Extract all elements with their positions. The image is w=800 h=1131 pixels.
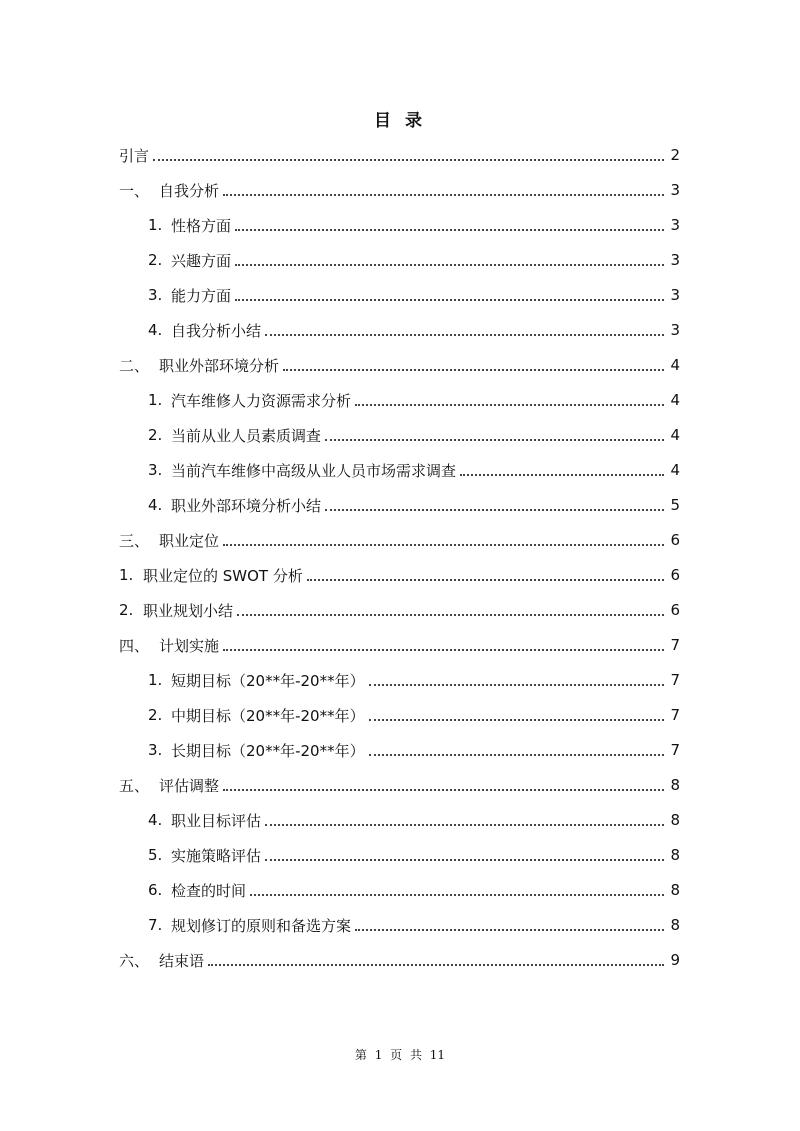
toc-entry-number: 3. xyxy=(148,286,163,304)
dot-leader xyxy=(355,404,664,406)
toc-entry-number: 4. xyxy=(148,321,163,339)
toc-entry[interactable] xyxy=(148,418,680,452)
toc-entry[interactable] xyxy=(119,138,680,172)
toc-entry-label: 自我分析小结 xyxy=(171,321,262,340)
dot-leader xyxy=(250,894,664,896)
toc-entry[interactable] xyxy=(148,733,680,767)
toc-entry-label: 计划实施 xyxy=(159,636,220,655)
toc-entry[interactable] xyxy=(148,908,680,942)
toc-title: 目 录 xyxy=(374,111,426,131)
toc-entry-page: 8 xyxy=(670,916,680,934)
toc-entry-label: 职业外部环境分析小结 xyxy=(171,496,322,515)
toc-entry-page: 8 xyxy=(670,846,680,864)
toc-entry-label: 汽车维修人力资源需求分析 xyxy=(171,391,352,410)
toc-entry-number: 2. xyxy=(119,601,134,619)
toc-entry-page: 3 xyxy=(670,321,680,339)
toc-entry-page: 3 xyxy=(670,181,680,199)
toc-entry-number: 1. xyxy=(148,391,163,409)
toc-entry-number: 2. xyxy=(148,426,163,444)
toc-entry-number: 1. xyxy=(148,216,163,234)
toc-entry-page: 4 xyxy=(670,426,680,444)
toc-entry-label: 职业定位的 SWOT 分析 xyxy=(143,566,303,585)
dot-leader xyxy=(307,579,664,581)
dot-leader xyxy=(283,369,664,371)
dot-leader xyxy=(265,334,664,336)
toc-entry-label: 兴趣方面 xyxy=(171,251,232,270)
toc-entry[interactable] xyxy=(148,313,680,347)
dot-leader xyxy=(237,614,664,616)
toc-entry[interactable] xyxy=(148,663,680,697)
toc-entry-number: 六、 xyxy=(119,951,150,970)
toc-entry-number: 4. xyxy=(148,811,163,829)
dot-leader xyxy=(235,264,664,266)
toc-entry[interactable] xyxy=(148,838,680,872)
dot-leader xyxy=(223,194,664,196)
toc-entry-page: 4 xyxy=(670,461,680,479)
toc-entry-page: 8 xyxy=(670,811,680,829)
toc-entry-label: 性格方面 xyxy=(171,216,232,235)
toc-entry-page: 8 xyxy=(670,776,680,794)
dot-leader xyxy=(369,684,664,686)
toc-entry-page: 7 xyxy=(670,741,680,759)
toc-entry-page: 7 xyxy=(670,636,680,654)
dot-leader xyxy=(235,229,664,231)
toc-entry-number: 3. xyxy=(148,461,163,479)
toc-entry-page: 8 xyxy=(670,881,680,899)
toc-entry-label: 职业外部环境分析 xyxy=(159,356,280,375)
toc-entry[interactable] xyxy=(148,873,680,907)
toc-entry-label: 能力方面 xyxy=(171,286,232,305)
toc-entry-page: 7 xyxy=(670,671,680,689)
toc-entry-page: 7 xyxy=(670,706,680,724)
dot-leader xyxy=(223,544,664,546)
toc-entry[interactable] xyxy=(119,348,680,382)
toc-entry[interactable] xyxy=(148,698,680,732)
dot-leader xyxy=(208,964,664,966)
toc-entry-label: 长期目标（20**年-20**年） xyxy=(171,741,365,760)
toc-entry-label: 自我分析 xyxy=(159,181,220,200)
toc-entry[interactable] xyxy=(148,208,680,242)
toc-entry-page: 4 xyxy=(670,391,680,409)
toc-entry-number: 7. xyxy=(148,916,163,934)
dot-leader xyxy=(223,789,664,791)
toc-entry-number: 五、 xyxy=(119,776,150,795)
toc-entry-page: 3 xyxy=(670,251,680,269)
toc-entry[interactable] xyxy=(148,383,680,417)
toc-entry-number: 三、 xyxy=(119,531,150,550)
toc-entry-page: 3 xyxy=(670,286,680,304)
toc-entry-number: 二、 xyxy=(119,356,150,375)
toc-entry-label: 结束语 xyxy=(159,951,205,970)
toc-entry-number: 5. xyxy=(148,846,163,864)
toc-entry-page: 6 xyxy=(670,601,680,619)
toc-entry[interactable] xyxy=(119,943,680,977)
dot-leader xyxy=(265,859,664,861)
toc-entry-label: 当前汽车维修中高级从业人员市场需求调查 xyxy=(171,461,457,480)
toc-entry-number: 一、 xyxy=(119,181,150,200)
toc-entry-number: 1. xyxy=(119,566,134,584)
toc-entry-label: 引言 xyxy=(119,146,150,165)
toc-entry[interactable] xyxy=(148,278,680,312)
toc-entry[interactable] xyxy=(119,768,680,802)
toc-entry[interactable] xyxy=(119,558,680,592)
dot-leader xyxy=(153,159,664,161)
toc-entry-label: 短期目标（20**年-20**年） xyxy=(171,671,365,690)
toc-entry-label: 实施策略评估 xyxy=(171,846,262,865)
toc-entry[interactable] xyxy=(148,243,680,277)
toc-entry-label: 中期目标（20**年-20**年） xyxy=(171,706,365,725)
toc-entry-number: 四、 xyxy=(119,636,150,655)
toc-entry-page: 5 xyxy=(670,496,680,514)
toc-entry[interactable] xyxy=(119,173,680,207)
toc-entry-page: 2 xyxy=(670,146,680,164)
dot-leader xyxy=(325,439,664,441)
toc-entry-label: 职业规划小结 xyxy=(143,601,234,620)
toc-entry-page: 9 xyxy=(670,951,680,969)
toc-entry-number: 2. xyxy=(148,251,163,269)
toc-entry[interactable] xyxy=(119,523,680,557)
dot-leader xyxy=(325,509,664,511)
toc-entry-page: 3 xyxy=(670,216,680,234)
dot-leader xyxy=(369,754,664,756)
dot-leader xyxy=(223,649,664,651)
dot-leader xyxy=(355,929,664,931)
toc-entry-number: 6. xyxy=(148,881,163,899)
dot-leader xyxy=(369,719,664,721)
toc-entry[interactable] xyxy=(119,593,680,627)
toc-entry-page: 6 xyxy=(670,531,680,549)
toc-entry-number: 3. xyxy=(148,741,163,759)
toc-entry[interactable] xyxy=(148,453,680,487)
toc-entry-label: 职业目标评估 xyxy=(171,811,262,830)
dot-leader xyxy=(460,474,664,476)
toc-entry-label: 评估调整 xyxy=(159,776,220,795)
dot-leader xyxy=(265,824,664,826)
toc-entry-number: 2. xyxy=(148,706,163,724)
page-footer: 第 1 页 共 11 xyxy=(354,1048,446,1062)
toc-entry-number: 4. xyxy=(148,496,163,514)
toc-entry-label: 当前从业人员素质调查 xyxy=(171,426,322,445)
toc-entry[interactable] xyxy=(148,488,680,522)
toc-entry-label: 检查的时间 xyxy=(171,881,247,900)
toc-entry-label: 规划修订的原则和备选方案 xyxy=(171,916,352,935)
toc-entry-page: 6 xyxy=(670,566,680,584)
toc-entry-page: 4 xyxy=(670,356,680,374)
toc-entry[interactable] xyxy=(148,803,680,837)
dot-leader xyxy=(235,299,664,301)
toc-entry-label: 职业定位 xyxy=(159,531,220,550)
toc-entry[interactable] xyxy=(119,628,680,662)
toc-entry-number: 1. xyxy=(148,671,163,689)
